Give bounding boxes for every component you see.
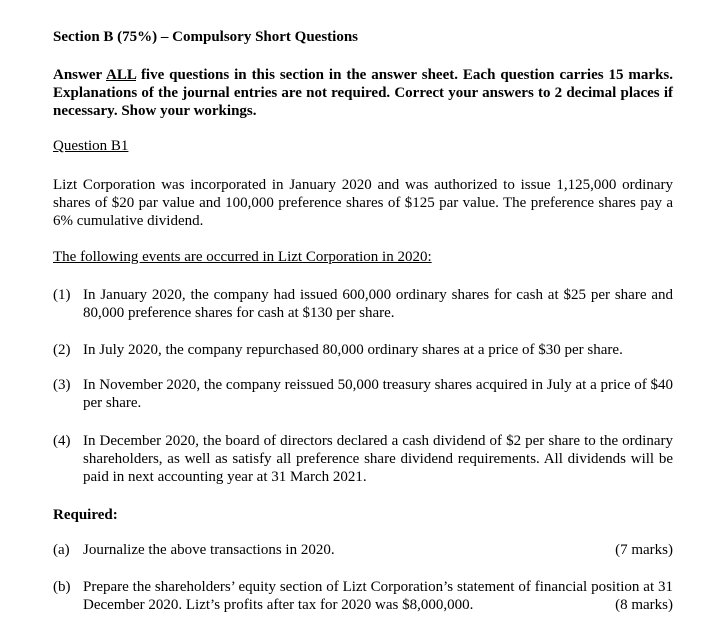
event-item: [53, 341, 673, 359]
event-number: (3): [53, 377, 71, 393]
event-number: (4): [53, 433, 71, 449]
marks-label: (7 marks): [615, 542, 673, 558]
event-text: In November 2020, the company reissued 50,000 treasury shares acquired in July at a price of $40 per share.: [83, 377, 673, 411]
required-number: (b): [53, 579, 71, 595]
instructions-post: five questions in this section in the answer sheet. Each question carries 15 marks. Explanations of the journal entries are not required. Correct your answers to 2 decimal places if necessary. Show your workings.: [53, 67, 674, 119]
events-heading: The following events are occurred in Lizt Corporation in 2020:: [53, 249, 432, 265]
event-number: (2): [53, 342, 71, 358]
instructions-all: ALL: [106, 67, 137, 83]
event-item: [53, 286, 673, 322]
required-item: [53, 541, 673, 559]
marks-label: (8 marks): [615, 597, 673, 613]
event-text: In July 2020, the company repurchased 80,000 ordinary shares at a price of $30 per share.: [83, 342, 623, 358]
event-number: (1): [53, 287, 71, 303]
event-item: [53, 376, 673, 412]
section-title: Section B (75%) – Compulsory Short Questions: [53, 29, 359, 45]
instructions: [53, 66, 673, 120]
event-text: In January 2020, the company had issued 600,000 ordinary shares for cash at $25 per share and 80,000 preference shares for cash at $130 per share.: [83, 287, 673, 321]
required-item: [53, 578, 673, 614]
required-heading: Required:: [53, 507, 118, 523]
required-text: Journalize the above transactions in 2020.: [83, 542, 335, 558]
event-text: In December 2020, the board of directors declared a cash dividend of $2 per share to the ordinary shareholders, as well as satisfy all preference share dividend requirements. All dividends will be paid in next accounting year at 31 March 2021.: [83, 433, 673, 485]
intro-paragraph: Lizt Corporation was incorporated in January 2020 and was authorized to issue 1,125,000 ordinary shares of $20 par value and 100,000 preference shares of $125 par value. The preference shares pay a 6% cumulative dividend.: [53, 177, 673, 229]
question-title: Question B1: [53, 138, 129, 154]
required-number: (a): [53, 542, 70, 558]
required-text: Prepare the shareholders’ equity section of Lizt Corporation’s statement of financial position at 31 December 2020. Lizt’s profits after tax for 2020 was $8,000,000.: [83, 579, 673, 613]
instructions-pre: Answer: [53, 67, 106, 83]
event-item: [53, 432, 673, 486]
